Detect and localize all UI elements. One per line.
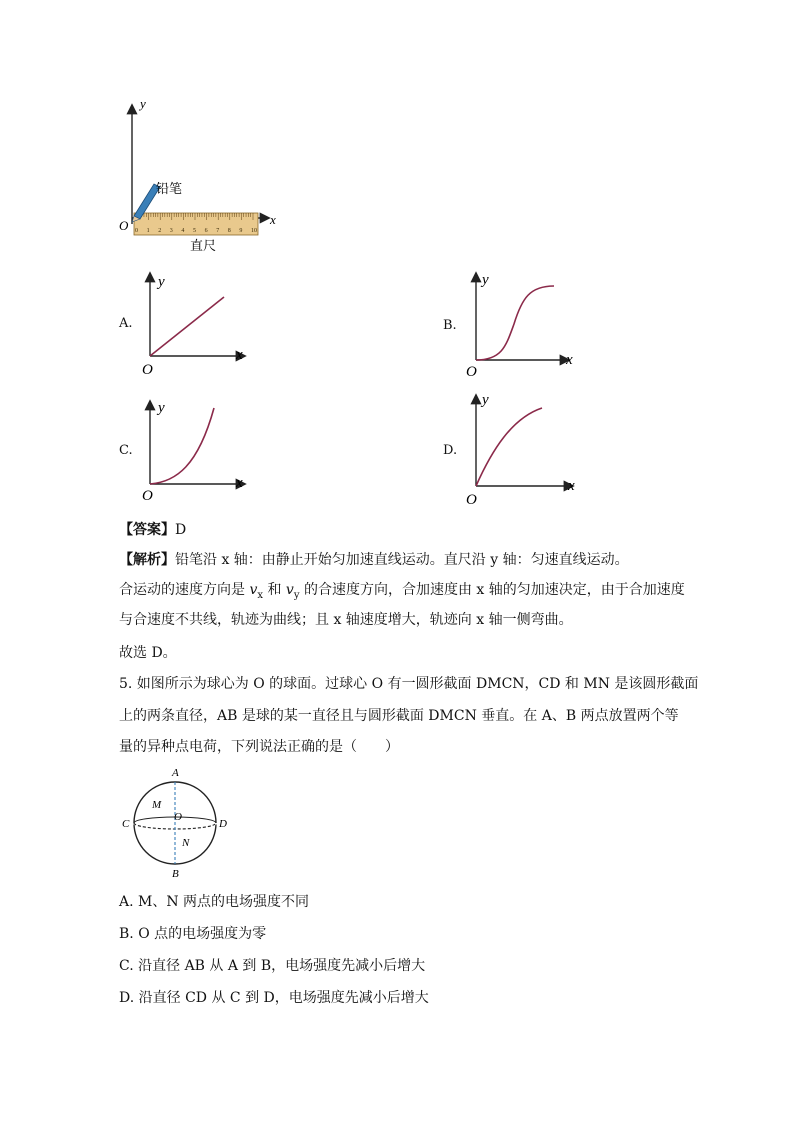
option-a-x-label: x (236, 347, 243, 363)
vy-subscript: y (293, 589, 300, 601)
ruler-tick-label: 7 (216, 228, 220, 234)
analysis-text-2b: 和 (263, 582, 286, 598)
vx-symbol: v (249, 582, 258, 598)
option-d-y-label: y (482, 392, 489, 408)
label-b: B (172, 868, 179, 880)
vy-symbol: v (285, 582, 294, 598)
option-a-letter: A. (119, 316, 133, 331)
option-a-graph (138, 268, 258, 378)
label-o: O (174, 811, 182, 823)
option-d-curve (476, 408, 542, 486)
option-c-y-label: y (158, 400, 165, 416)
ruler-tick-label: 3 (169, 228, 173, 234)
choice-a: A. M、N 两点的电场强度不同 (119, 894, 310, 910)
answer-line (119, 520, 186, 540)
label-a: A (172, 767, 179, 779)
ruler-tick-label: 8 (227, 228, 231, 234)
analysis-line-4: 故选 D。 (119, 645, 177, 661)
choice-b: B. O 点的电场强度为零 (119, 926, 267, 942)
option-d-graph (462, 390, 584, 508)
origin-label: O (119, 218, 129, 233)
option-b-letter: B. (443, 318, 457, 333)
option-a-curve (150, 297, 224, 356)
vx-subscript: x (257, 589, 264, 601)
label-m: M (152, 799, 162, 811)
ruler-tick-label: 2 (158, 228, 162, 234)
answer-tag: 【答案】 (119, 522, 175, 538)
question5-line-2: 上的两条直径，AB 是球的某一直径且与圆形截面 DMCN 垂直。在 A、B 两点放置两个等 (119, 708, 679, 724)
analysis-tag: 【解析】 (119, 552, 175, 568)
answer-value: D (175, 522, 187, 538)
y-axis-label: y (140, 98, 146, 111)
question5-line-1: 5. 如图所示为球心为 O 的球面。过球心 O 有一圆形截面 DMCN，CD 和 MN 是该圆形截面 (119, 676, 699, 692)
ruler-pencil-figure (110, 98, 290, 258)
option-a-origin: O (142, 362, 153, 378)
ruler-tick-label: 5 (193, 228, 196, 234)
analysis-text-2a: 合运动的速度方向是 (119, 582, 250, 598)
option-b-graph (462, 268, 582, 380)
analysis-line-1 (119, 550, 629, 570)
ruler-tick-label: 9 (239, 228, 243, 234)
option-c-origin: O (142, 488, 153, 504)
option-c-x-label: x (236, 475, 243, 491)
option-b-y-label: y (482, 272, 489, 288)
option-c-curve (150, 408, 214, 484)
pencil-label: 铅笔 (156, 181, 183, 196)
option-b-x-label: x (566, 352, 573, 368)
analysis-line-3: 与合速度不共线，轨迹为曲线；且 x 轴速度增大，轨迹向 x 轴一侧弯曲。 (119, 612, 573, 628)
sphere-figure (118, 764, 238, 880)
option-d-x-label: x (568, 478, 575, 494)
option-c-letter: C. (119, 443, 133, 458)
ruler-tick-label: 6 (204, 228, 208, 234)
label-d: D (219, 818, 227, 830)
ruler-label: 直尺 (190, 238, 217, 253)
analysis-line-2 (119, 580, 685, 606)
ruler-tick-label: 0 (135, 228, 138, 234)
ruler-tick-label: 4 (181, 228, 185, 234)
option-b-origin: O (466, 364, 477, 380)
option-c-graph (138, 396, 258, 504)
option-d-origin: O (466, 492, 477, 508)
label-n: N (182, 837, 190, 849)
label-c: C (122, 818, 130, 830)
option-a-y-label: y (158, 274, 165, 290)
option-d-letter: D. (443, 443, 458, 458)
ruler-tick-label: 1 (146, 228, 150, 234)
choice-d: D. 沿直径 CD 从 C 到 D，电场强度先减小后增大 (119, 990, 429, 1006)
x-axis-label: x (270, 212, 276, 227)
analysis-text-2c: 的合速度方向，合加速度由 x 轴的匀加速决定，由于合加速度 (299, 582, 685, 598)
question5-line-3: 量的异种点电荷，下列说法正确的是（ ） (119, 739, 399, 755)
ruler-tick-label: 10 (251, 228, 257, 234)
option-b-curve (476, 286, 554, 360)
analysis-text-1: 铅笔沿 x 轴：由静止开始匀加速直线运动。直尺沿 y 轴：匀速直线运动。 (175, 552, 629, 568)
choice-c: C. 沿直径 AB 从 A 到 B，电场强度先减小后增大 (119, 958, 426, 974)
